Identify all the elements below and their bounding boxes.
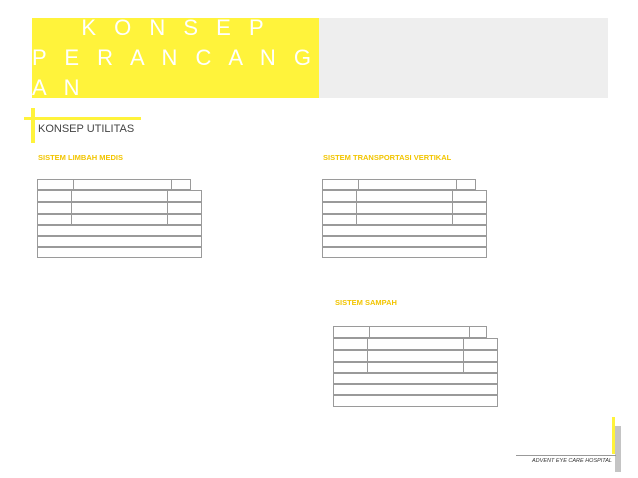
title-block xyxy=(32,15,319,100)
table-sampah xyxy=(333,326,498,408)
table-row xyxy=(322,225,487,236)
section-heading: KONSEP UTILITAS xyxy=(38,123,135,135)
table-row xyxy=(37,236,202,247)
table-row xyxy=(333,373,498,384)
table-header-bar xyxy=(333,326,487,338)
table-row xyxy=(322,202,487,214)
table-row xyxy=(333,395,498,407)
table-row xyxy=(322,236,487,247)
corner-accent-gray xyxy=(615,426,621,472)
footer-divider xyxy=(516,455,616,456)
title-line-1: K O N S E P xyxy=(81,15,270,40)
subtitle-limbah-medis: SISTEM LIMBAH MEDIS xyxy=(38,153,124,162)
table-row xyxy=(322,214,487,225)
subtitle-sampah: SISTEM SAMPAH xyxy=(335,298,397,307)
accent-cross-horizontal xyxy=(24,117,141,120)
table-row xyxy=(37,225,202,236)
accent-cross-vertical xyxy=(31,108,35,143)
table-row xyxy=(333,384,498,395)
table-row xyxy=(37,190,202,202)
table-row xyxy=(37,202,202,214)
title-line-2: P E R A N C A N G A N xyxy=(32,45,318,100)
table-row xyxy=(37,214,202,225)
table-row xyxy=(322,247,487,258)
table-header-bar xyxy=(37,179,191,190)
table-header-bar xyxy=(322,179,476,190)
table-row xyxy=(322,190,487,202)
table-row xyxy=(333,338,498,350)
subtitle-transportasi-vertikal: SISTEM TRANSPORTASI VERTIKAL xyxy=(323,153,452,162)
footer-hospital-name: ADVENT EYE CARE HOSPITAL xyxy=(532,458,612,464)
table-limbah-medis xyxy=(37,179,202,259)
header-gray-panel xyxy=(319,18,608,98)
table-row xyxy=(333,350,498,362)
table-row xyxy=(333,362,498,373)
table-transportasi-vertikal xyxy=(322,179,487,259)
table-row xyxy=(37,247,202,258)
